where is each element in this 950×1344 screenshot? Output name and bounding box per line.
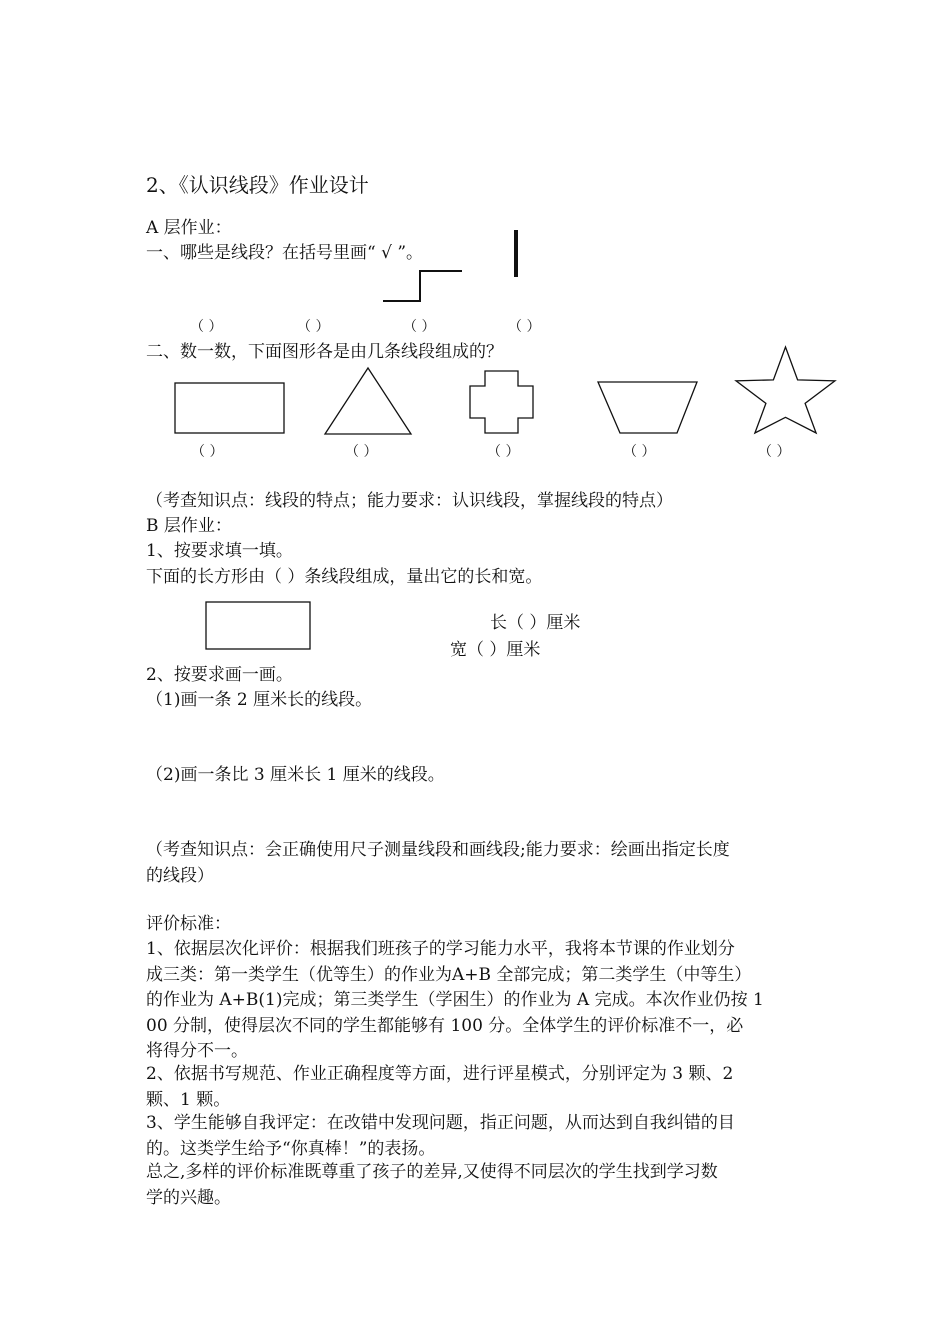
b-task-2: 2、按要求画一画。: [146, 665, 293, 685]
star-shape: [736, 347, 835, 433]
question-1: 一、哪些是线段？在括号里画“ √ ”。: [146, 243, 424, 263]
b-task-2-2: （2)画一条比 3 厘米长 1 厘米的线段。: [146, 765, 445, 785]
page-title: 2、《认识线段》作业设计: [146, 173, 369, 197]
eval-line: 颗、1 颗。: [146, 1089, 231, 1110]
b-task-1: 1、按要求填一填。: [146, 541, 293, 561]
question-2: 二、数一数，下面图形各是由几条线段组成的？: [146, 342, 503, 362]
triangle-shape: [325, 368, 411, 434]
length-field[interactable]: 长（ ）厘米: [490, 613, 581, 633]
q2-answer-paren-star[interactable]: （ ）: [758, 444, 791, 460]
eval-line: 成三类：第一类学生（优等生）的作业为A+B 全部完成；第二类学生（中等生）: [146, 964, 752, 985]
b-note-line: （考查知识点：会正确使用尺子测量线段和画线段;能力要求：绘画出指定长度: [146, 840, 730, 860]
evaluation-item-2: [146, 1062, 811, 1113]
evaluation-item-3: [146, 1111, 811, 1162]
a-level-header: A 层作业：: [146, 218, 232, 238]
summary-line: 总之,多样的评价标准既尊重了孩子的差异,又使得不同层次的学生找到学习数: [146, 1162, 718, 1182]
b-rectangle-shape: [206, 602, 310, 649]
trapezoid-shape: [598, 382, 697, 433]
q1-answer-paren-1[interactable]: （ ）: [190, 319, 223, 335]
q1-answer-paren-2[interactable]: （ ）: [297, 319, 330, 335]
eval-line: 2、依据书写规范、作业正确程度等方面，进行评星模式，分别评定为 3 颗、2: [146, 1064, 734, 1084]
b-level-header: B 层作业：: [146, 516, 232, 536]
eval-line: 将得分不一。: [146, 1041, 248, 1061]
eval-line: 3、学生能够自我评定：在改错中发现问题，指正问题，从而达到自我纠错的目: [146, 1113, 735, 1133]
eval-line: 的。这类学生给予“你真棒！”的表扬。: [146, 1138, 436, 1159]
b-task-1-text: 下面的长方形由（ ）条线段组成，量出它的长和宽。: [146, 567, 543, 587]
b-task-2-1: （1)画一条 2 厘米长的线段。: [146, 690, 373, 710]
summary: [146, 1160, 811, 1211]
summary-line: 学的兴趣。: [146, 1187, 231, 1208]
q2-answer-paren-cross[interactable]: （ ）: [487, 444, 520, 460]
cross-shape: [470, 371, 533, 433]
rectangle-shape: [175, 383, 284, 433]
q2-answer-paren-trapezoid[interactable]: （ ）: [623, 444, 656, 460]
b-note-line: 的线段）: [146, 865, 214, 886]
q2-answer-paren-triangle[interactable]: （ ）: [345, 444, 378, 460]
eval-line: 1、依据层次化评价：根据我们班孩子的学习能力水平，我将本节课的作业划分: [146, 939, 735, 959]
evaluation-header: 评价标准：: [146, 914, 231, 934]
width-field[interactable]: 宽（ ）厘米: [450, 640, 541, 660]
q2-answer-paren-rectangle[interactable]: （ ）: [191, 444, 224, 460]
q1-answer-paren-4[interactable]: （ ）: [508, 319, 541, 335]
eval-line: 的作业为 A+B(1)完成；第三类学生（学困生）的作业为 A 完成。本次作业仍按 1: [146, 990, 764, 1010]
b-level-note: [146, 838, 811, 889]
step-line-figure: [383, 271, 462, 301]
a-level-note: （考查知识点：线段的特点；能力要求：认识线段，掌握线段的特点）: [146, 491, 673, 511]
q1-answer-paren-3[interactable]: （ ）: [403, 319, 436, 335]
eval-line: 00 分制，使得层次不同的学生都能够有 100 分。全体学生的评价标准不一，必: [146, 1015, 744, 1036]
evaluation-item-1: [146, 937, 811, 1065]
